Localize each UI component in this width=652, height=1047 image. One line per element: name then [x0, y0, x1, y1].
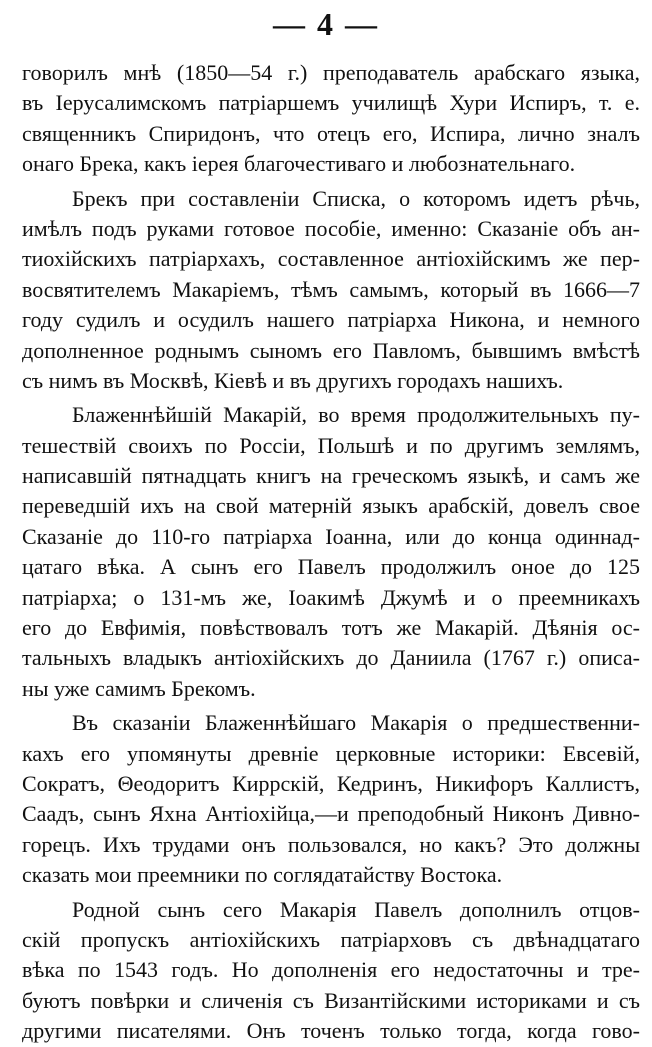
text-line: патрiарха; о 131-мъ же, Iоакимѣ Джумѣ и о преемникахъ: [22, 584, 640, 610]
text-line: говорилъ мнѣ (1850—54 г.) преподаватель арабскаго языка,: [22, 60, 640, 85]
paragraph: [22, 400, 640, 704]
text-line: Сказанiе до 110-го патрiарха Iоанна, или до конца одиннад-: [22, 523, 640, 549]
text-line: священникъ Спиридонъ, что отецъ его, Испира, лично зналъ: [22, 120, 640, 146]
page-number: — 4 —: [273, 6, 379, 42]
text-line: его до Евфимiя, повѣствовалъ тотъ же Макарiй. Дѣянiя ос-: [22, 615, 640, 641]
text-line: сказать мои преемники по соглядатайству Востока.: [22, 862, 503, 888]
text-line: Родной сынъ сего Макарiя Павелъ дополнилъ отцов-: [72, 896, 640, 922]
text-line: тиохiйскихъ патрiархахъ, составленное антiохiйскимъ же пер-: [22, 246, 640, 272]
paragraph: [22, 184, 640, 397]
text-line: въ Iерусалимскомъ патрiаршемъ училищѣ Хури Испиръ, т. е.: [22, 90, 640, 116]
text-line: цатаго вѣка. А сынъ его Павелъ продолжилъ оное до 125: [22, 554, 640, 580]
text-line: Блаженнѣйшiй Макарiй, во время продолжительныхъ пу-: [72, 402, 640, 428]
text-line: тешествiй своихъ по Россiи, Польшѣ и по другимъ землямъ,: [22, 432, 640, 458]
paragraph: [22, 58, 640, 180]
text-line: Брекъ при составленiи Списка, о которомъ идетъ рѣчь,: [72, 185, 640, 211]
text-line: году судилъ и осудилъ нашего патрiарха Никона, и немного: [22, 307, 640, 333]
text-line: буютъ повѣрки и сличенiя съ Византiйскими историками и съ: [22, 987, 640, 1013]
text-line: написавшiй пятнадцать книгъ на греческомъ языкѣ, и самъ же: [22, 463, 640, 489]
text-line: имѣлъ подъ руками готовое пособiе, именно: Сказанiе объ ан-: [22, 215, 640, 241]
text-line: другими писателями. Онъ точенъ только тогда, когда гово-: [22, 1018, 640, 1044]
text-line: съ нимъ въ Москвѣ, Кiевѣ и въ другихъ городахъ нашихъ.: [22, 367, 564, 393]
page-body: [22, 58, 640, 1047]
text-line: онаго Брека, какъ iерея благочестиваго и любознательнаго.: [22, 151, 576, 177]
text-line: вѣка по 1543 годъ. Но дополненiя его недостаточны и тре-: [22, 957, 640, 983]
text-line: Въ сказанiи Блаженнѣйшаго Макарiя о предшественни-: [72, 710, 640, 736]
text-line: тальныхъ владыкъ антiохiйскихъ до Даниила (1767 г.) описа-: [22, 645, 640, 671]
text-line: кахъ его упомянуты древнiе церковные историки: Евсевiй,: [22, 740, 640, 766]
text-line: ны уже самимъ Брекомъ.: [22, 675, 256, 701]
text-line: дополненное роднымъ сыномъ его Павломъ, бывшимъ вмѣстѣ: [22, 337, 640, 363]
text-line: горецъ. Ихъ трудами онъ пользовался, но какъ? Это должны: [22, 831, 640, 857]
paragraph: [22, 895, 640, 1047]
text-line: восвятителемъ Макарiемъ, тѣмъ самымъ, который въ 1666—7: [22, 276, 640, 302]
text-line: Сократъ, Θеодоритъ Киррскiй, Кедринъ, Никифоръ Каллистъ,: [22, 770, 640, 796]
paragraph: [22, 708, 640, 890]
text-line: скiй пропускъ антiохiйскихъ патрiарховъ съ двѣнадцатаго: [22, 926, 640, 952]
text-line: переведшiй ихъ на свой матернiй языкъ арабскiй, довелъ свое: [22, 493, 640, 519]
text-line: Саадъ, сынъ Яхна Антiохiйца,—и преподобный Никонъ Дивно-: [22, 801, 640, 827]
